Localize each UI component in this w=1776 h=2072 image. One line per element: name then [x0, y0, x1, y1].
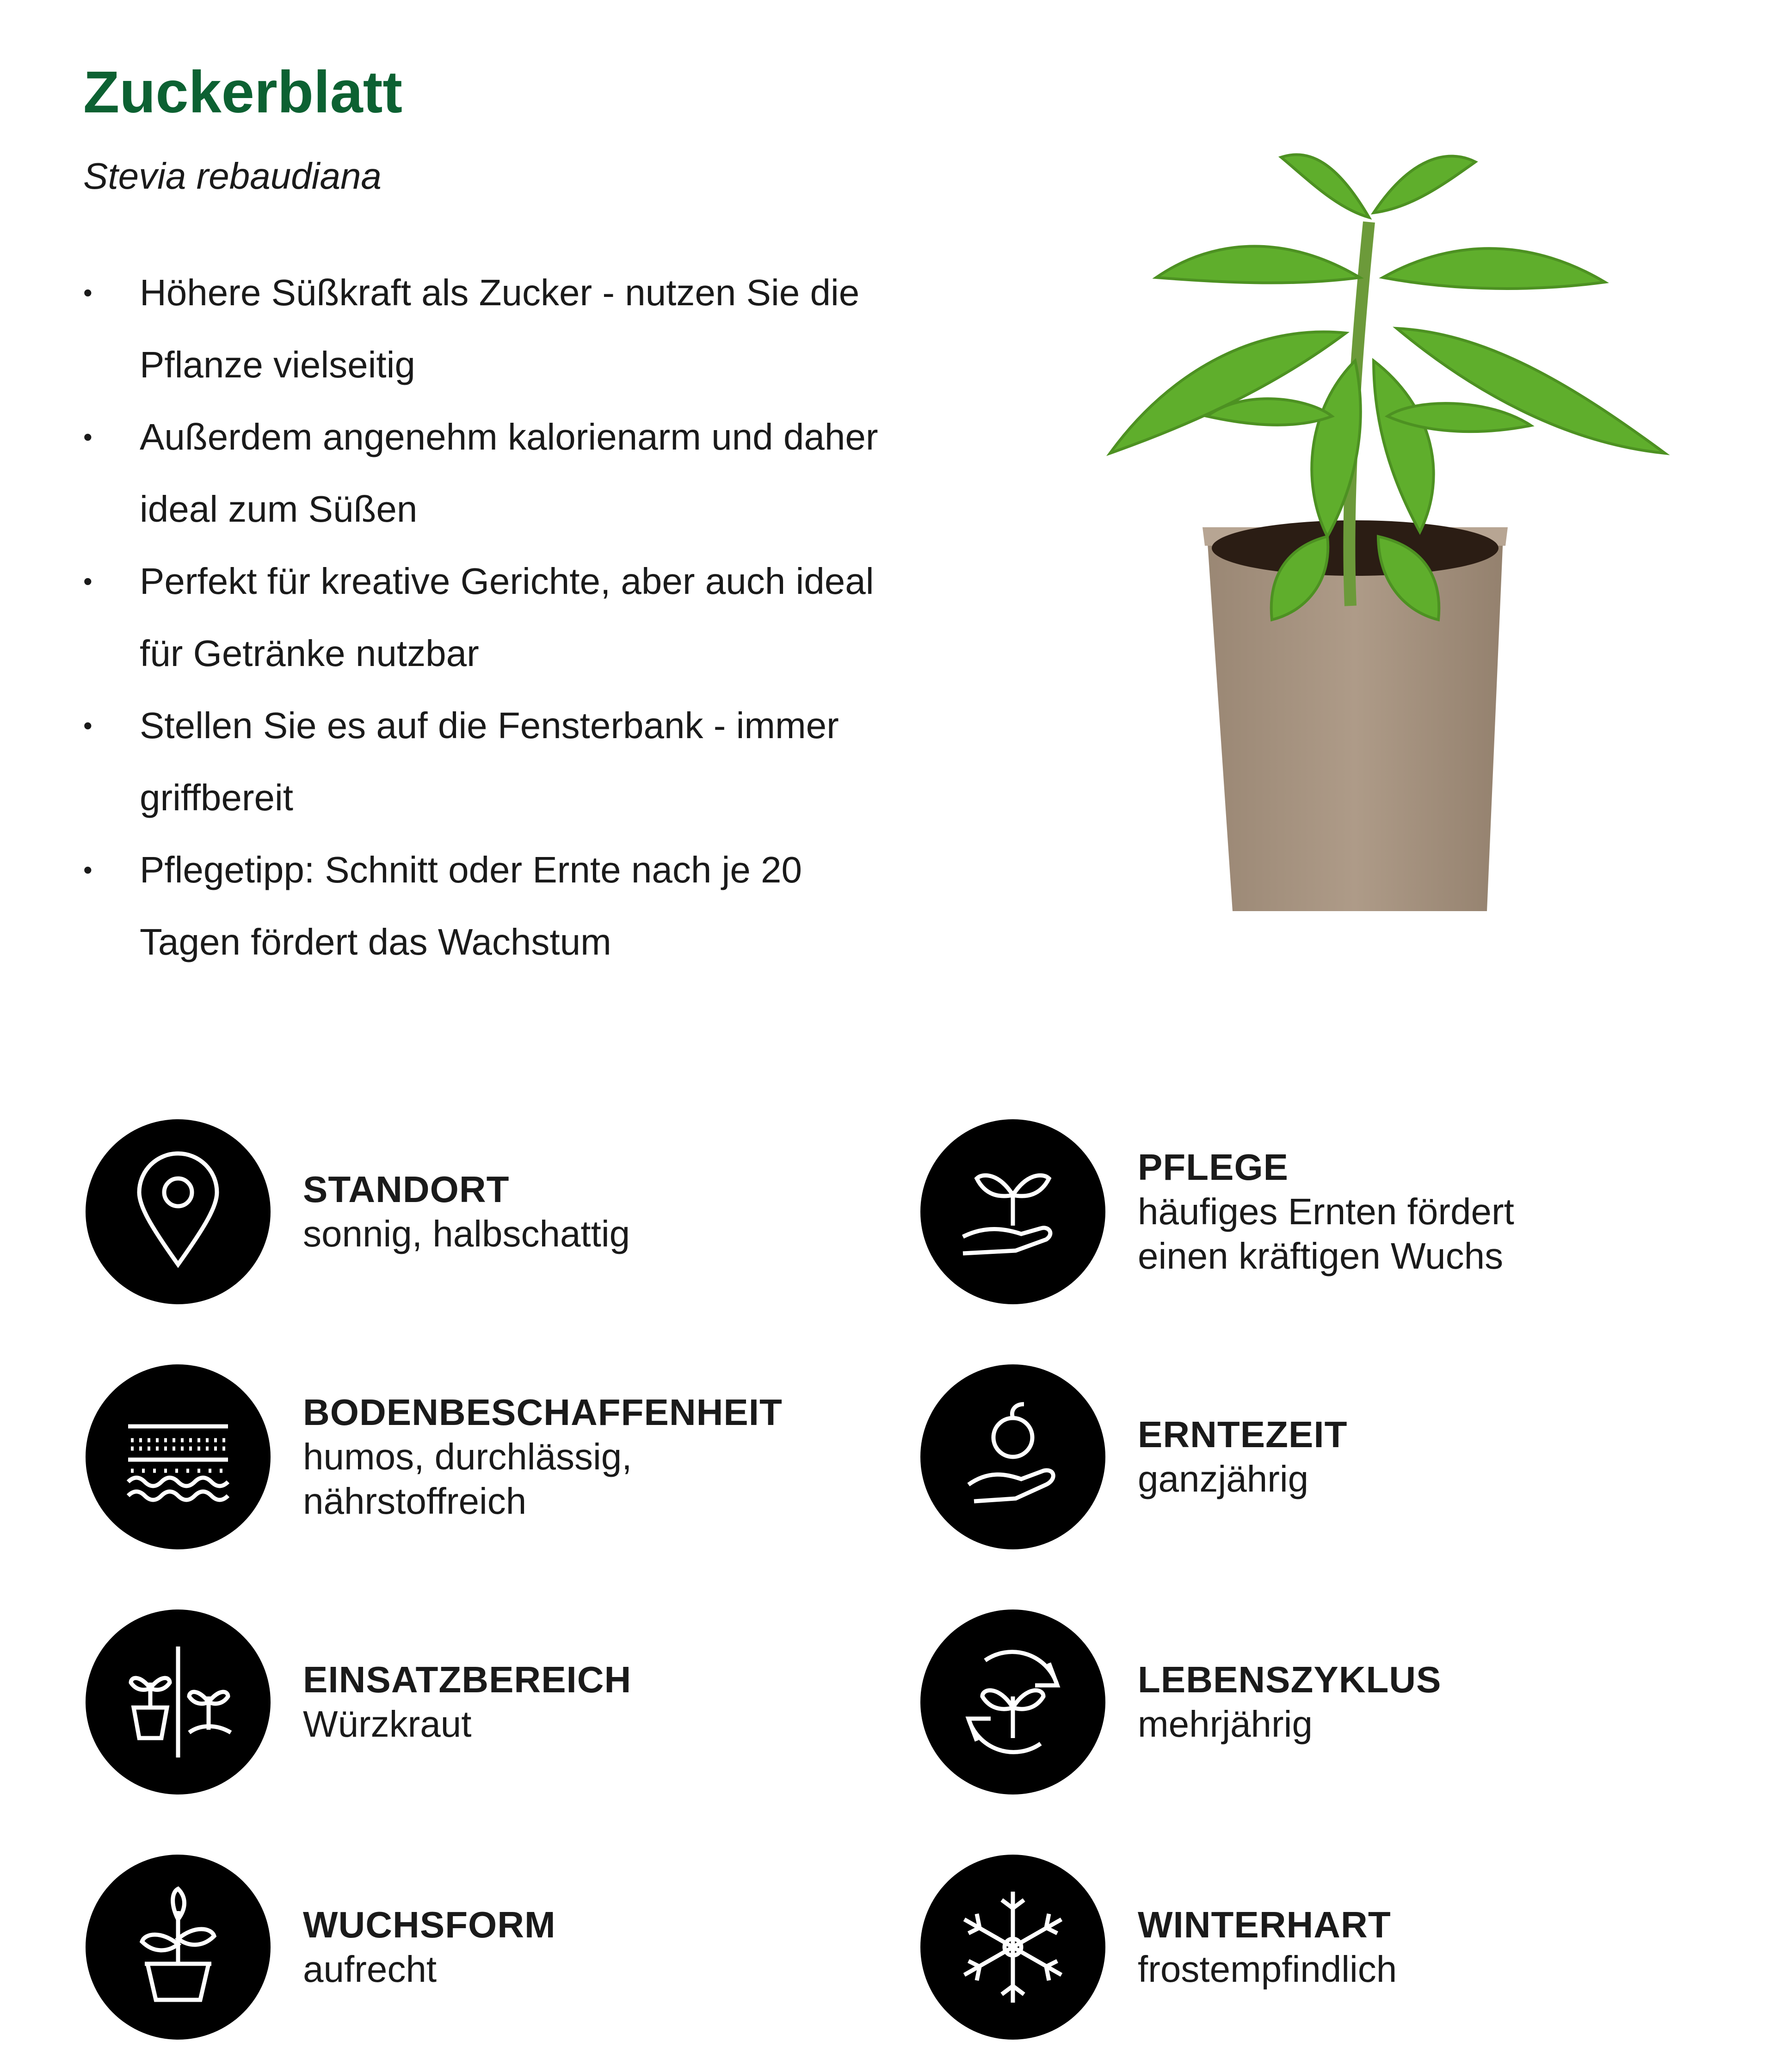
feature-title: LEBENSZYKLUS: [1138, 1659, 1442, 1700]
feature-value: mehrjährig: [1138, 1703, 1313, 1745]
feature-erntezeit: [920, 1364, 1347, 1549]
feature-title: EINSATZBEREICH: [303, 1659, 632, 1700]
feature-einsatz: [86, 1610, 631, 1794]
plant-product-image: [1050, 130, 1734, 925]
feature-title: WUCHSFORM: [303, 1904, 556, 1945]
potted-plant-icon: [86, 1855, 271, 2040]
feature-value: humos, durchlässig, nährstoffreich: [303, 1436, 632, 1522]
feature-value: sonnig, halbschattig: [303, 1213, 630, 1254]
feature-standort: [86, 1119, 630, 1304]
latin-name: Stevia rebaudiana: [83, 155, 382, 197]
hand-seedling-icon: [920, 1119, 1105, 1304]
feature-lebenszyklus: [920, 1610, 1442, 1794]
bullet-item: • Stellen Sie es auf die Fensterbank - immer griffbereit: [83, 690, 879, 834]
feature-wuchsform: [86, 1855, 556, 2040]
soil-layers-icon: [86, 1364, 271, 1549]
feature-value: ganzjährig: [1138, 1458, 1309, 1499]
feature-value: Würzkraut: [303, 1703, 472, 1745]
snowflake-icon: [920, 1855, 1105, 2040]
feature-title: BODENBESCHAFFENHEIT: [303, 1392, 783, 1433]
feature-title: ERNTEZEIT: [1138, 1414, 1348, 1455]
feature-winterhart: [920, 1855, 1397, 2040]
cycle-sprout-icon: [920, 1610, 1105, 1794]
product-title: Zuckerblatt: [83, 59, 402, 125]
bullet-item: • Pflegetipp: Schnitt oder Ernte nach je 20 Tagen fördert das Wachstum: [83, 834, 879, 978]
pot-and-ground-icon: [86, 1610, 271, 1794]
feature-pflege: [920, 1119, 1554, 1304]
bullet-item: • Außerdem angenehm kalorienarm und daher ideal zum Süßen: [83, 401, 879, 545]
hand-fruit-icon: [920, 1364, 1105, 1549]
location-pin-icon: [86, 1119, 271, 1304]
feature-value: frostempfindlich: [1138, 1949, 1397, 1990]
bullet-item: • Perfekt für kreative Gerichte, aber auch ideal für Getränke nutzbar: [83, 545, 879, 690]
feature-title: PFLEGE: [1138, 1147, 1289, 1188]
feature-bullet-list: [83, 257, 879, 978]
feature-title: STANDORT: [303, 1169, 510, 1210]
feature-boden: [86, 1364, 783, 1549]
feature-value: aufrecht: [303, 1949, 437, 1990]
bullet-item: • Höhere Süßkraft als Zucker - nutzen Sie die Pflanze vielseitig: [83, 257, 879, 401]
feature-value: häufiges Ernten fördert einen kräftigen Wuchs: [1138, 1191, 1514, 1276]
feature-title: WINTERHART: [1138, 1904, 1391, 1945]
